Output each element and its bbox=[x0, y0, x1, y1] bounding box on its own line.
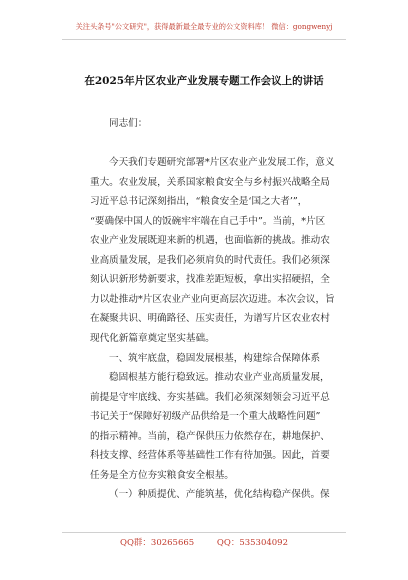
header-banner: 关注头条号"公文研究"，获得最新最全最专业的公文资料库！ 微信：gongwenyj bbox=[75, 22, 333, 31]
footer-qq-group: QQ群：30265665 bbox=[119, 538, 195, 548]
body-line: 刻认识新形势新要求，找准差距短板，拿出实招硬招，全 bbox=[90, 274, 330, 286]
header-divider bbox=[62, 39, 346, 40]
body-line: 重大。农业发展，关系国家粮食安全与乡村振兴战略全局 bbox=[90, 176, 330, 188]
body-line: 前提是守牢底线、夯实基础。我们必须深刻领会习近平总 bbox=[90, 391, 330, 403]
body-line: 任务是全方位夯实粮食安全根基。 bbox=[90, 469, 234, 481]
body-line: 一、筑牢底盘，稳固发展根基，构建综合保障体系 bbox=[109, 352, 321, 364]
body-line: 习近平总书记深刻指出，“粮食安全是‘国之大者’”， bbox=[90, 196, 308, 208]
body-line: 业高质量发展，是我们必须肩负的时代责任。我们必须深 bbox=[90, 254, 330, 266]
body-line: 农业产业发展既迎来新的机遇，也面临新的挑战。推动农 bbox=[90, 235, 330, 247]
body-line: 稳固根基方能行稳致远。推动农业产业高质量发展， bbox=[109, 372, 330, 384]
footer bbox=[0, 536, 408, 548]
body-line: “要确保中国人的饭碗牢牢端在自己手中”。当前，*片区 bbox=[90, 215, 326, 227]
document-title: 在2025年片区农业产业发展专题工作会议上的讲话 bbox=[84, 75, 324, 87]
footer-divider bbox=[62, 532, 346, 533]
footer-qq-contact: QQ：535304092 bbox=[216, 538, 288, 548]
body-line: 力以赴推动*片区农业产业向更高层次迈进。本次会议，旨 bbox=[90, 293, 335, 305]
body-line: 科技支撑、经营体系等基础性工作有待加强。因此，首要 bbox=[90, 450, 330, 462]
blank-line bbox=[90, 134, 348, 154]
body-line: 的指示精神。当前，稳产保供压力依然存在，耕地保护、 bbox=[90, 430, 330, 442]
body-line: 今天我们专题研究部署*片区农业产业发展工作，意义 bbox=[109, 157, 335, 169]
body-line: （一）种质提优、产能筑基，优化结构稳产保供。保 bbox=[109, 489, 330, 501]
body-line: 在凝聚共识、明确路径、压实责任，为谱写片区农业农村 bbox=[90, 313, 330, 325]
body-line: 书记关于“保障好初级产品供给是一个重大战略性问题” bbox=[90, 411, 321, 423]
body-line: 现代化新篇章奠定坚实基础。 bbox=[90, 333, 215, 345]
salutation: 同志们： bbox=[109, 118, 148, 129]
document-body bbox=[90, 114, 348, 505]
